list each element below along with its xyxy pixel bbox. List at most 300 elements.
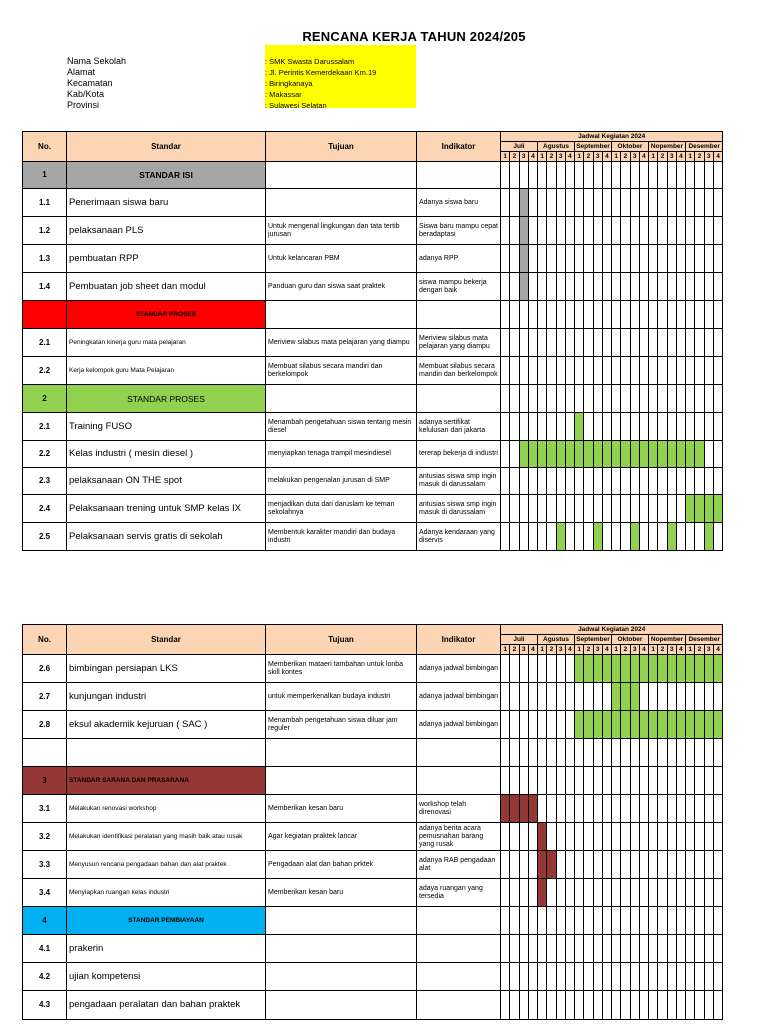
week-number: 2 (658, 152, 667, 162)
schedule-cell (584, 739, 593, 767)
schedule-cell (630, 907, 639, 935)
standar-cell: prakerin (67, 935, 266, 963)
schedule-cell (667, 385, 676, 413)
schedule-cell (658, 162, 667, 189)
schedule-cell (501, 468, 510, 495)
value-kab-kota: : Makassar (265, 90, 302, 99)
month-header: Juli (501, 142, 538, 152)
schedule-cell-active (584, 711, 593, 739)
indikator-cell: adanya sertifikat kelulusan dari jakarta (417, 413, 501, 441)
value-nama-sekolah: : SMK Swasta Darussalam (265, 57, 355, 66)
schedule-cell (602, 329, 611, 357)
section-title: STANDAR SARANA DAN PRASARANA (67, 767, 266, 795)
standar-cell: Training FUSO (67, 413, 266, 441)
schedule-cell (676, 963, 685, 991)
schedule-cell (547, 683, 556, 711)
schedule-cell-active (547, 851, 556, 879)
schedule-cell (649, 935, 658, 963)
schedule-cell (621, 851, 630, 879)
schedule-cell (593, 935, 602, 963)
tujuan-cell: Memberikan kesan baru (266, 879, 417, 907)
schedule-cell (519, 935, 528, 963)
schedule-cell (528, 851, 537, 879)
schedule-cell (519, 711, 528, 739)
schedule-cell (565, 245, 574, 273)
schedule-cell (547, 991, 556, 1020)
week-number: 3 (519, 152, 528, 162)
schedule-cell (501, 495, 510, 523)
schedule-cell (528, 655, 537, 683)
label-kab-kota: Kab/Kota (67, 89, 105, 99)
schedule-cell (575, 217, 584, 245)
schedule-cell (510, 767, 519, 795)
schedule-cell (621, 329, 630, 357)
schedule-cell-active (658, 441, 667, 468)
activity-row (23, 739, 723, 767)
schedule-cell (602, 301, 611, 329)
schedule-cell (621, 385, 630, 413)
schedule-cell (593, 851, 602, 879)
schedule-cell (621, 879, 630, 907)
schedule-cell (565, 523, 574, 551)
schedule-cell-active (639, 655, 648, 683)
schedule-cell (510, 851, 519, 879)
schedule-cell (547, 217, 556, 245)
schedule-cell (602, 468, 611, 495)
tujuan-cell (266, 301, 417, 329)
indikator-cell (417, 935, 501, 963)
indikator-cell: adanya RPP (417, 245, 501, 273)
schedule-cell-active (686, 495, 695, 523)
schedule-cell (639, 823, 648, 851)
week-number: 2 (547, 152, 556, 162)
schedule-cell (713, 385, 723, 413)
schedule-cell (510, 441, 519, 468)
schedule-cell (584, 991, 593, 1020)
week-number: 3 (556, 645, 565, 655)
schedule-cell (612, 767, 621, 795)
week-number: 3 (519, 645, 528, 655)
schedule-cell (676, 991, 685, 1020)
schedule-cell (686, 329, 695, 357)
schedule-cell (649, 823, 658, 851)
schedule-cell (658, 468, 667, 495)
schedule-cell-active (528, 795, 537, 823)
schedule-cell (649, 683, 658, 711)
schedule-cell (676, 683, 685, 711)
schedule-cell (538, 795, 547, 823)
row-number: 2.2 (23, 357, 67, 385)
schedule-cell (639, 189, 648, 217)
tujuan-cell (266, 189, 417, 217)
schedule-cell (621, 495, 630, 523)
indikator-cell: adanya RAB pengadaan alat (417, 851, 501, 879)
schedule-cell (602, 991, 611, 1020)
schedule-cell (649, 468, 658, 495)
schedule-cell (593, 385, 602, 413)
schedule-cell (695, 851, 704, 879)
schedule-cell (565, 189, 574, 217)
activity-row (23, 413, 723, 441)
schedule-cell (519, 468, 528, 495)
schedule-cell (556, 385, 565, 413)
schedule-cell (538, 523, 547, 551)
schedule-cell (686, 468, 695, 495)
schedule-cell (501, 683, 510, 711)
schedule-cell (658, 329, 667, 357)
schedule-cell (593, 301, 602, 329)
activity-row (23, 795, 723, 823)
schedule-cell (686, 357, 695, 385)
schedule-cell-active (667, 711, 676, 739)
schedule-cell (528, 963, 537, 991)
schedule-cell (565, 823, 574, 851)
schedule-cell (630, 739, 639, 767)
schedule-cell (519, 907, 528, 935)
schedule-cell-active (649, 711, 658, 739)
schedule-cell (510, 162, 519, 189)
row-number: 4.2 (23, 963, 67, 991)
schedule-cell-active (704, 495, 713, 523)
schedule-cell (713, 851, 723, 879)
schedule-cell (556, 217, 565, 245)
schedule-cell (630, 795, 639, 823)
schedule-cell (593, 879, 602, 907)
schedule-cell (584, 162, 593, 189)
schedule-cell (612, 523, 621, 551)
schedule-cell (501, 413, 510, 441)
schedule-cell (501, 385, 510, 413)
schedule-cell-active (519, 795, 528, 823)
schedule-cell (695, 245, 704, 273)
schedule-cell (565, 991, 574, 1020)
schedule-cell (649, 273, 658, 301)
row-number: 2.4 (23, 495, 67, 523)
schedule-cell-active (704, 711, 713, 739)
schedule-cell-active (547, 441, 556, 468)
schedule-cell (602, 245, 611, 273)
schedule-cell (510, 963, 519, 991)
schedule-cell (556, 683, 565, 711)
schedule-cell (621, 273, 630, 301)
schedule-cell (713, 879, 723, 907)
schedule-cell (713, 523, 723, 551)
schedule-cell (510, 357, 519, 385)
month-header: Nopember (649, 635, 686, 645)
schedule-cell (704, 879, 713, 907)
schedule-cell (528, 413, 537, 441)
row-number: 4.3 (23, 991, 67, 1020)
schedule-cell (501, 441, 510, 468)
schedule-cell-active (612, 711, 621, 739)
schedule-cell (658, 245, 667, 273)
schedule-cell (612, 162, 621, 189)
schedule-cell (593, 245, 602, 273)
schedule-cell-active (713, 495, 723, 523)
month-header: Oktober (612, 142, 649, 152)
schedule-cell (649, 329, 658, 357)
schedule-cell-active (695, 441, 704, 468)
schedule-cell (510, 189, 519, 217)
schedule-cell (593, 683, 602, 711)
standar-cell: Pembuatan job sheet dan modul (67, 273, 266, 301)
schedule-cell (621, 767, 630, 795)
school-info-values (265, 45, 416, 108)
schedule-cell (704, 935, 713, 963)
schedule-cell (547, 739, 556, 767)
schedule-cell (686, 385, 695, 413)
schedule-cell (547, 495, 556, 523)
schedule-cell (612, 273, 621, 301)
schedule-cell-active (658, 711, 667, 739)
schedule-cell (501, 963, 510, 991)
schedule-cell-active (649, 441, 658, 468)
tujuan-cell: Panduan guru dan siswa saat praktek (266, 273, 417, 301)
section-row (23, 907, 723, 935)
schedule-cell-active (501, 795, 510, 823)
week-number: 2 (584, 152, 593, 162)
schedule-cell (630, 767, 639, 795)
schedule-cell (547, 963, 556, 991)
schedule-cell (630, 162, 639, 189)
schedule-cell-active (686, 441, 695, 468)
schedule-cell (658, 907, 667, 935)
schedule-cell (667, 301, 676, 329)
month-header: Oktober (612, 635, 649, 645)
schedule-cell (686, 963, 695, 991)
schedule-cell-active (704, 523, 713, 551)
schedule-cell (556, 963, 565, 991)
schedule-cell (667, 189, 676, 217)
schedule-cell-active (602, 711, 611, 739)
schedule-cell (667, 413, 676, 441)
schedule-cell (667, 683, 676, 711)
schedule-cell (704, 468, 713, 495)
schedule-cell (612, 495, 621, 523)
schedule-cell (639, 245, 648, 273)
schedule-cell (695, 991, 704, 1020)
schedule-cell (667, 357, 676, 385)
schedule-cell (621, 907, 630, 935)
row-number: 2.7 (23, 683, 67, 711)
schedule-cell (621, 991, 630, 1020)
schedule-cell (519, 963, 528, 991)
schedule-cell-active (538, 851, 547, 879)
week-number: 4 (565, 152, 574, 162)
schedule-cell (556, 301, 565, 329)
schedule-cell (565, 495, 574, 523)
schedule-cell-active (519, 245, 528, 273)
schedule-cell (621, 935, 630, 963)
schedule-cell (639, 329, 648, 357)
week-number: 3 (704, 645, 713, 655)
schedule-cell (565, 385, 574, 413)
schedule-cell-active (612, 683, 621, 711)
indikator-cell: siswa mampu bekerja dengan baik (417, 273, 501, 301)
schedule-cell (501, 655, 510, 683)
schedule-cell (538, 907, 547, 935)
schedule-cell (704, 991, 713, 1020)
schedule-cell (602, 739, 611, 767)
schedule-cell (501, 301, 510, 329)
tujuan-cell: menjadikan duta dari daruslam ke teman sekolahnya (266, 495, 417, 523)
schedule-cell (686, 823, 695, 851)
schedule-cell (538, 683, 547, 711)
schedule-cell (556, 655, 565, 683)
indikator-cell: Adanya kendaraan yang diservis (417, 523, 501, 551)
tujuan-cell (266, 767, 417, 795)
schedule-cell (538, 767, 547, 795)
schedule-cell (501, 357, 510, 385)
schedule-cell-active (538, 823, 547, 851)
schedule-cell (593, 823, 602, 851)
header-standar: Standar (67, 625, 266, 655)
schedule-cell (667, 739, 676, 767)
schedule-cell (621, 739, 630, 767)
schedule-cell (575, 823, 584, 851)
schedule-cell (704, 329, 713, 357)
week-number: 4 (713, 645, 723, 655)
label-provinsi: Provinsi (67, 100, 100, 110)
schedule-cell (686, 767, 695, 795)
label-nama-sekolah: Nama Sekolah (67, 56, 127, 66)
schedule-cell (602, 851, 611, 879)
schedule-cell (547, 935, 556, 963)
row-number: 1.4 (23, 273, 67, 301)
schedule-cell (510, 711, 519, 739)
schedule-cell (528, 523, 537, 551)
header-no: No. (23, 132, 67, 162)
schedule-cell (547, 245, 556, 273)
schedule-cell (676, 357, 685, 385)
schedule-cell (556, 991, 565, 1020)
tujuan-cell: Memberikan mataeri tambahan untuk lonba skill kontes (266, 655, 417, 683)
schedule-cell-active (593, 655, 602, 683)
indikator-cell (417, 991, 501, 1020)
schedule-cell (510, 823, 519, 851)
row-number: 1.2 (23, 217, 67, 245)
week-number: 1 (649, 152, 658, 162)
schedule-cell (501, 711, 510, 739)
schedule-cell (695, 963, 704, 991)
schedule-cell (686, 523, 695, 551)
schedule-cell (501, 879, 510, 907)
tujuan-cell (266, 963, 417, 991)
week-number: 1 (501, 645, 510, 655)
schedule-cell (565, 413, 574, 441)
week-number: 2 (621, 645, 630, 655)
section-title: STANDAR ISI (67, 162, 266, 189)
schedule-cell (519, 991, 528, 1020)
schedule-cell (538, 189, 547, 217)
schedule-cell (575, 991, 584, 1020)
schedule-cell (584, 385, 593, 413)
header-indikator: Indikator (417, 625, 501, 655)
row-number: 3.3 (23, 851, 67, 879)
schedule-cell (584, 963, 593, 991)
week-number: 1 (575, 152, 584, 162)
schedule-cell (676, 851, 685, 879)
schedule-cell (547, 468, 556, 495)
schedule-cell (528, 991, 537, 1020)
row-number: 3.2 (23, 823, 67, 851)
row-number: 2.1 (23, 329, 67, 357)
tujuan-cell: Menambah pengetahuan siswa diluar jam reguler (266, 711, 417, 739)
schedule-cell (565, 963, 574, 991)
schedule-cell (612, 851, 621, 879)
schedule-cell (704, 162, 713, 189)
schedule-cell (547, 767, 556, 795)
schedule-cell-active (667, 523, 676, 551)
schedule-cell (713, 357, 723, 385)
standar-cell: Menyiapkan ruangan kelas industri (67, 879, 266, 907)
indikator-cell (417, 767, 501, 795)
standar-cell: pembuatan RPP (67, 245, 266, 273)
schedule-cell-active (575, 655, 584, 683)
value-kecamatan: : Biringkanaya (265, 79, 313, 88)
schedule-cell (676, 739, 685, 767)
schedule-cell-active (676, 711, 685, 739)
month-header: Juli (501, 635, 538, 645)
schedule-cell (556, 357, 565, 385)
schedule-cell (510, 245, 519, 273)
schedule-cell (584, 301, 593, 329)
activity-row (23, 189, 723, 217)
schedule-cell (649, 767, 658, 795)
schedule-cell (612, 963, 621, 991)
schedule-cell (565, 907, 574, 935)
schedule-cell (695, 879, 704, 907)
schedule-cell (565, 879, 574, 907)
schedule-cell (713, 217, 723, 245)
schedule-cell (556, 739, 565, 767)
schedule-cell (695, 767, 704, 795)
schedule-cell (584, 795, 593, 823)
schedule-cell (528, 907, 537, 935)
schedule-cell (510, 301, 519, 329)
schedule-cell (593, 329, 602, 357)
schedule-cell-active (713, 655, 723, 683)
schedule-cell (676, 413, 685, 441)
section-row (23, 301, 723, 329)
activity-row (23, 217, 723, 245)
schedule-cell (501, 523, 510, 551)
schedule-cell (658, 523, 667, 551)
schedule-cell (538, 385, 547, 413)
schedule-cell (547, 413, 556, 441)
schedule-cell (630, 413, 639, 441)
schedule-cell (686, 991, 695, 1020)
schedule-cell (630, 329, 639, 357)
schedule-cell (501, 907, 510, 935)
activity-row (23, 823, 723, 851)
schedule-cell (556, 162, 565, 189)
schedule-cell (639, 162, 648, 189)
week-number: 2 (658, 645, 667, 655)
schedule-cell (658, 879, 667, 907)
standar-cell: Peningkatan kinerja guru mata pelajaran (67, 329, 266, 357)
schedule-cell (528, 245, 537, 273)
row-number: 4 (23, 907, 67, 935)
schedule-cell (676, 273, 685, 301)
schedule-cell (584, 523, 593, 551)
schedule-cell (538, 963, 547, 991)
indikator-cell: Siswa baru mampu cepat beradaptasi (417, 217, 501, 245)
schedule-cell (667, 245, 676, 273)
schedule-cell (649, 879, 658, 907)
schedule-cell (621, 963, 630, 991)
week-number: 3 (593, 152, 602, 162)
